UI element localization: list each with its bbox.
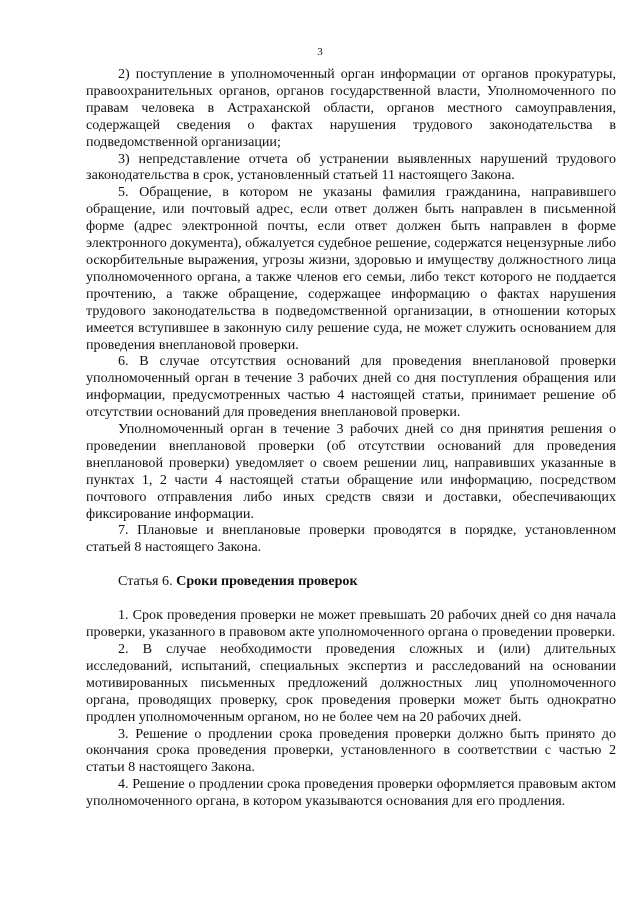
article-6-label: Статья 6.: [118, 573, 173, 590]
paragraph-7: 7. Плановые и внеплановые проверки проводятся в порядке, установленном статьей 8 настоящего Закона.: [86, 522, 616, 556]
article-6-paragraph-2: 2. В случае необходимости проведения сложных и (или) длительных исследований, испытаний, специальных экспертиз и расследований на основании мотивированных письменных предложений должностных лиц уполномоченного органа, проводящих проверку, срок проведения проверки может быть однократно продлен уполномоченным органом, но не более чем на 20 рабочих дней.: [86, 641, 616, 725]
article-6-paragraph-4: 4. Решение о продлении срока проведения проверки оформляется правовым актом уполномоченного органа, в котором указываются основания для его продления.: [86, 776, 616, 810]
paragraph-item-2: 2) поступление в уполномоченный орган информации от органов прокуратуры, правоохранительных органов, органов государственной власти, Уполномоченного по правам человека в Астраханской области, органов местного самоуправления, содержащей сведения о фактах нарушения трудового законодательства в подведомственной организации;: [86, 66, 616, 150]
paragraph-6: 6. В случае отсутствия оснований для проведения внеплановой проверки уполномоченный орган в течение 3 рабочих дней со дня поступления обращения или информации, предусмотренных частью 4 настоящей статьи, принимает решение об отсутствии оснований для проведения внеплановой проверки.: [86, 353, 616, 421]
document-body: [86, 66, 616, 810]
paragraph-5: 5. Обращение, в котором не указаны фамилия гражданина, направившего обращение, или почтовый адрес, если ответ должен быть направлен в письменной форме (адрес электронной почты, если ответ должен быть направлен в форме электронного документа), обжалуется судебное решение, содержатся нецензурные либо оскорбительные выражения, угрозы жизни, здоровью и имуществу должностного лица уполномоченного органа, а также членов его семьи, либо текст которого не поддается прочтению, а также обращение, содержащее информацию о фактах нарушения трудового законодательства в подведомственной организации, в отношении которых имеется вступившее в законную силу решение суда, не может служить основанием для проведения внеплановой проверки.: [86, 184, 616, 353]
page-number: 3: [317, 46, 323, 58]
paragraph-item-3: 3) непредставление отчета об устранении выявленных нарушений трудового законодательства в срок, установленный статьей 11 настоящего Закона.: [86, 150, 616, 184]
spacer: [86, 590, 616, 607]
paragraph-6-continuation: Уполномоченный орган в течение 3 рабочих дней со дня принятия решения о проведении внеплановой проверки (об отсутствии оснований для проведения внеплановой проверки) уведомляет о своем решении лиц, направивших указанные в пунктах 1, 2 части 4 настоящей статьи обращение или информацию, посредством почтового отправления либо иных средств связи и доставки, обеспечивающих фиксирование информации.: [86, 421, 616, 522]
article-6-paragraph-3: 3. Решение о продлении срока проведения проверки должно быть принято до окончания срока проведения проверки, установленного в соответствии с частью 2 статьи 8 настоящего Закона.: [86, 725, 616, 776]
article-6-heading: [86, 573, 616, 590]
spacer: [86, 556, 616, 573]
article-6-paragraph-1: 1. Срок проведения проверки не может превышать 20 рабочих дней со дня начала проверки, указанного в правовом акте уполномоченного органа о проведении проверки.: [86, 607, 616, 641]
article-6-title: Сроки проведения проверок: [176, 573, 358, 590]
